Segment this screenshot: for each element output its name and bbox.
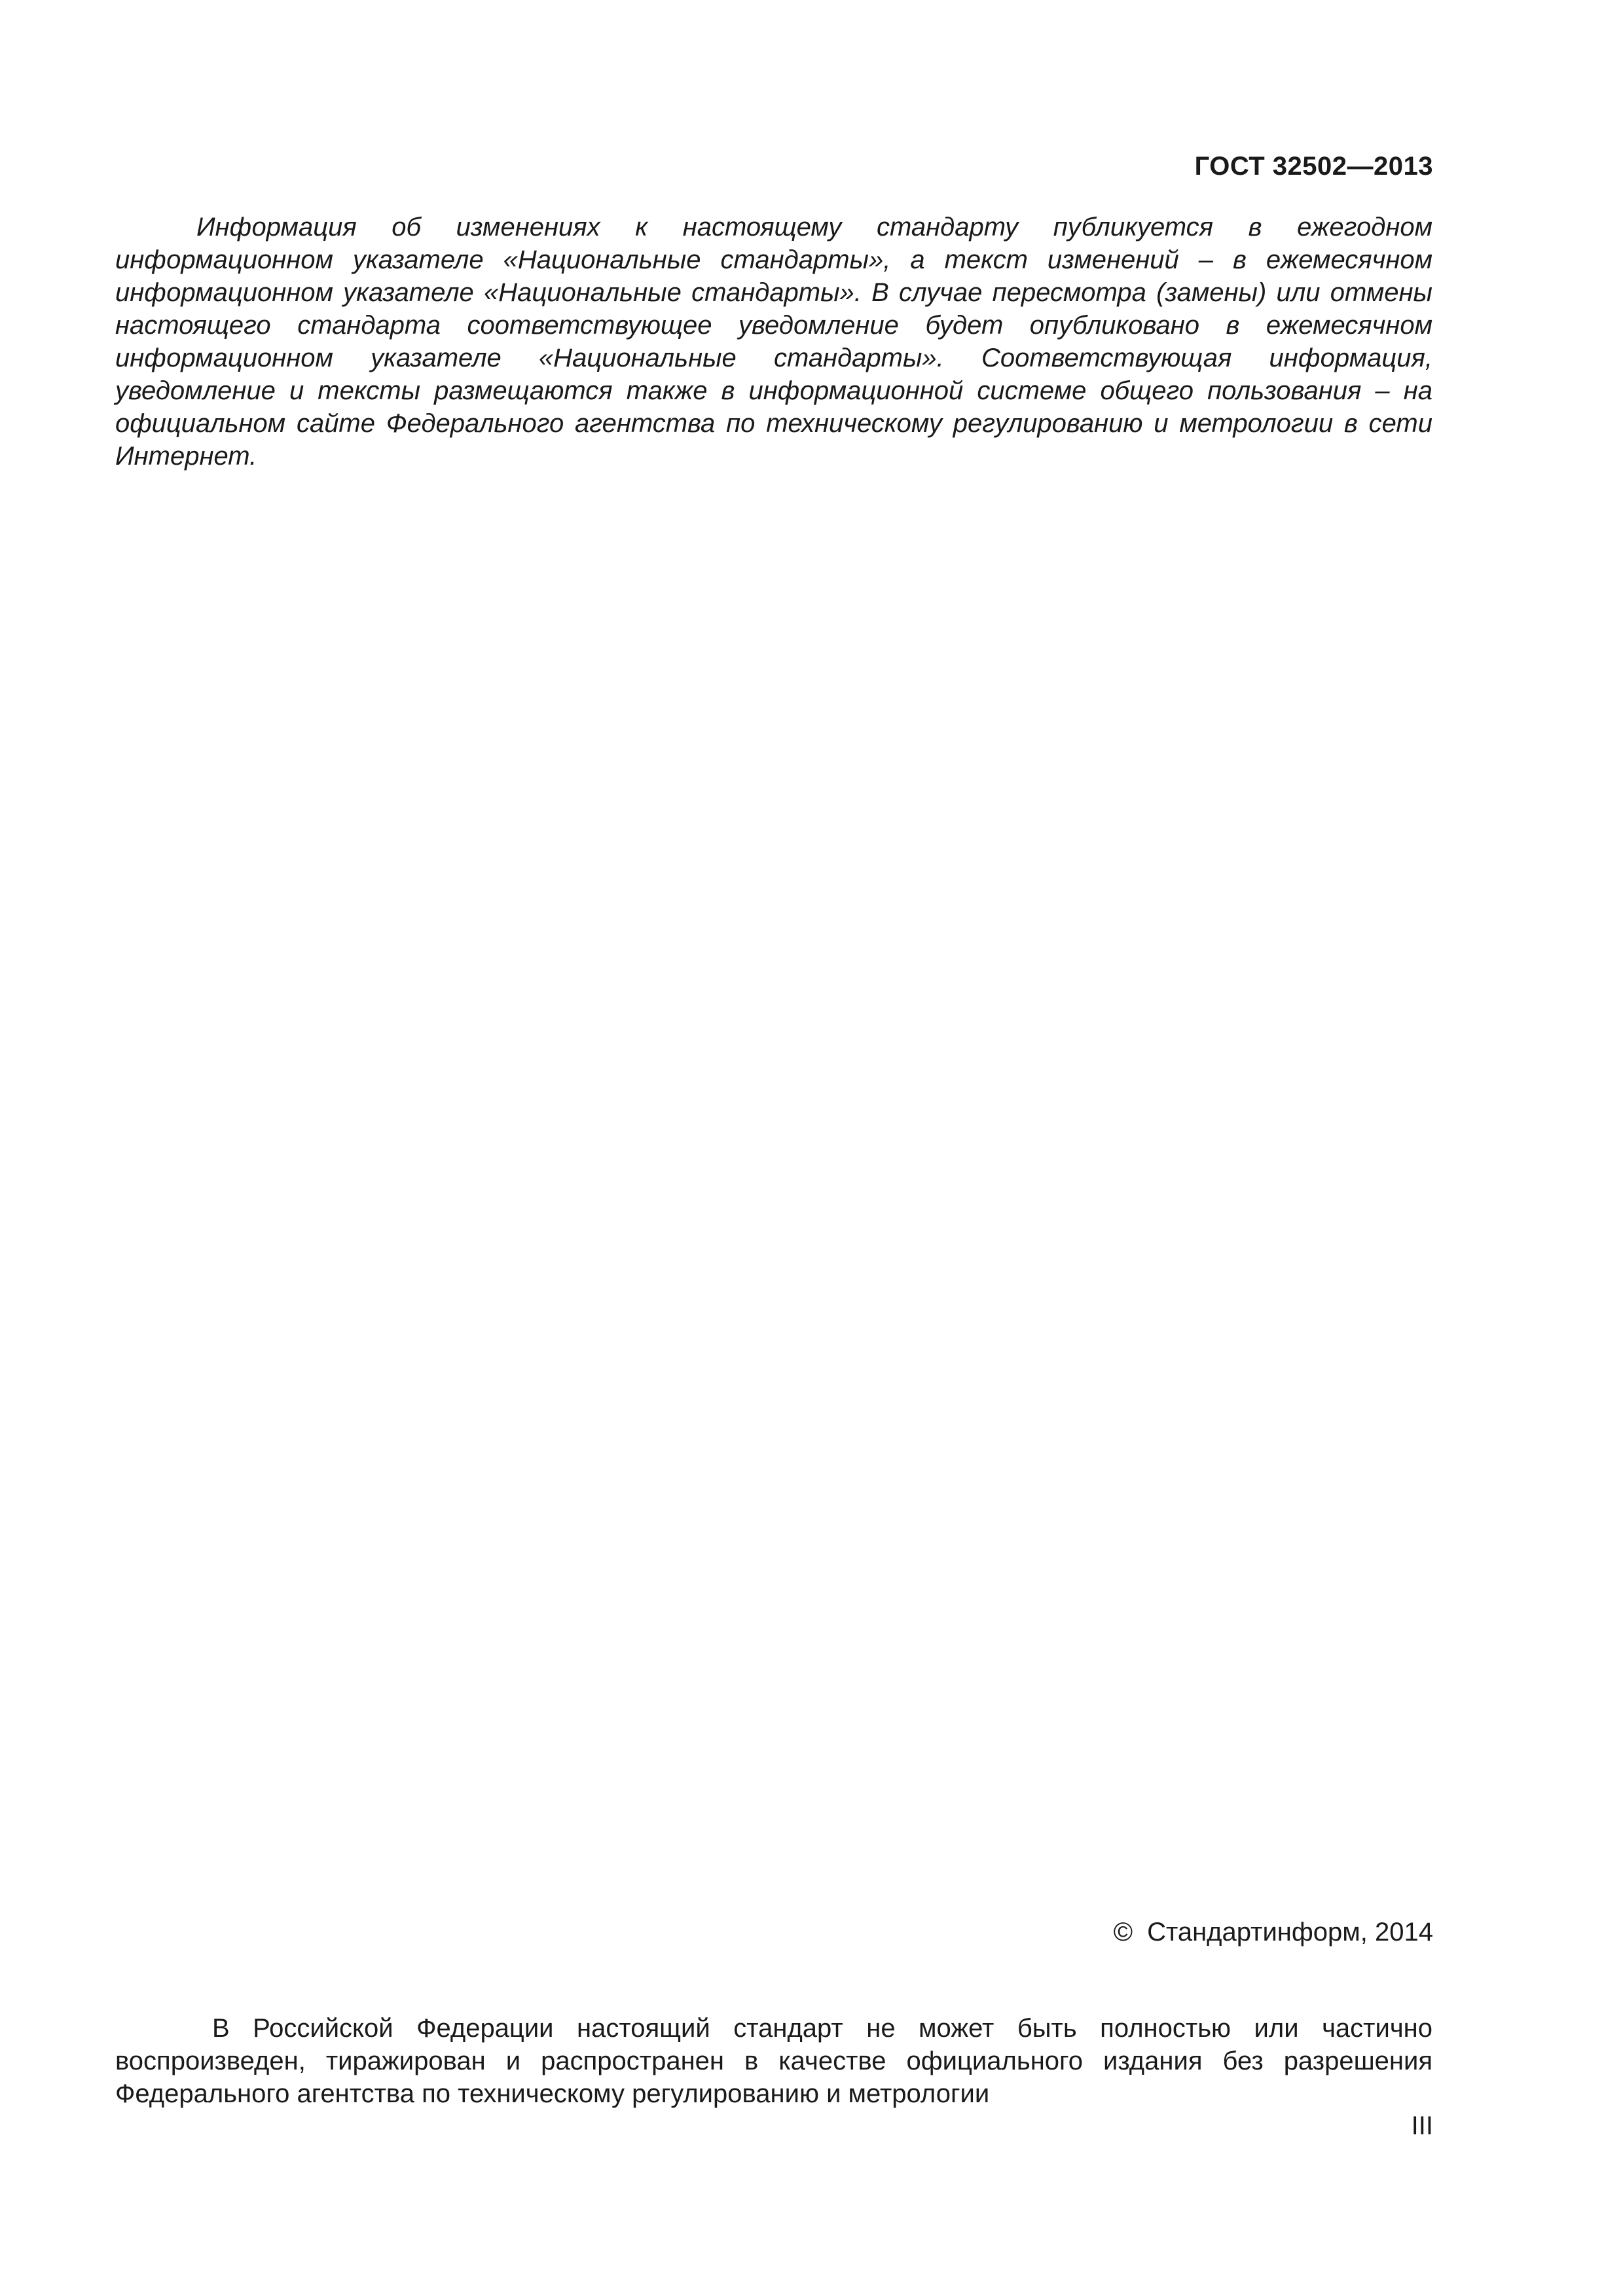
- document-code-header: ГОСТ 32502—2013: [1194, 152, 1433, 181]
- copyright-icon: ©: [1113, 1918, 1133, 1946]
- copyright-text: Стандартинформ, 2014: [1147, 1918, 1433, 1946]
- reproduction-notice-paragraph: В Российской Федерации настоящий стандарт не может быть полностью или частично воспроизведен, тиражирован и распространен в качестве официального издания без разрешения Федерального агентства по техническому регулированию и метрологии: [115, 2014, 1432, 2108]
- copyright-line: [1114, 1918, 1433, 1947]
- amendments-info-paragraph: Информация об изменениях к настоящему стандарту публикуется в ежегодном информационном указателе «Национальные стандарты», а текст изменений – в ежемесячном информационном указателе «Национальные стандарты». В случае пересмотра (замены) или отмены настоящего стандарта соответствующее уведомление будет опубликовано в ежемесячном информационном указателе «Национальные стандарты». Соответствующая информация, уведомление и тексты размещаются также в информационной системе общего пользования – на официальном сайте Федерального агентства по техническому регулированию и метрологии в сети Интернет.: [115, 213, 1432, 471]
- page-number: III: [1411, 2111, 1433, 2140]
